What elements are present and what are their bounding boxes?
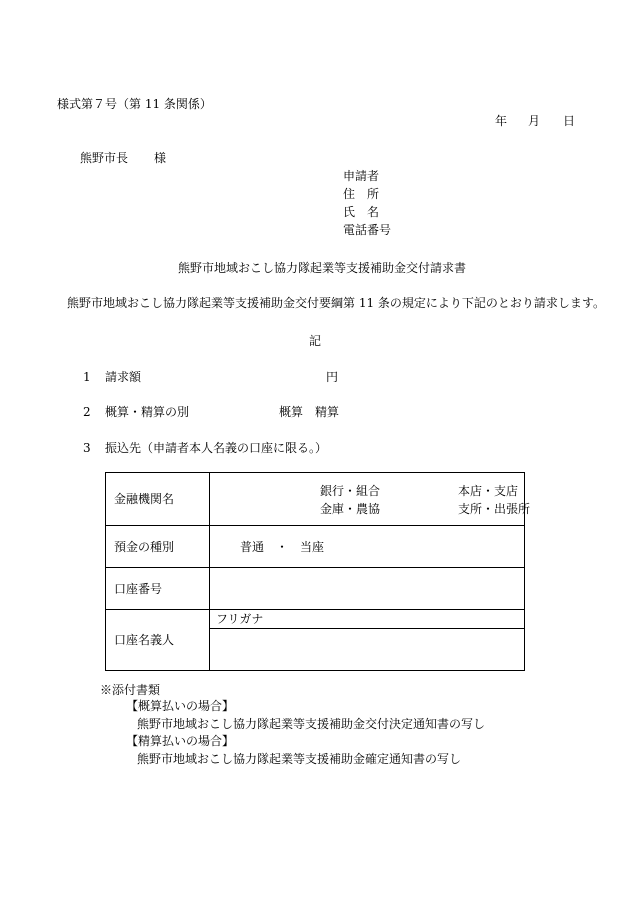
item-2-value: 概算 精算 bbox=[279, 405, 340, 419]
bank-union-option: 銀行・組合 bbox=[320, 484, 381, 498]
item-1-value: 円 bbox=[326, 370, 339, 384]
date-month: 月 bbox=[528, 114, 541, 128]
ki-marker: 記 bbox=[309, 334, 322, 348]
account-label: 口座番号 bbox=[106, 568, 210, 610]
deposit-value: 普通 ・ 当座 bbox=[240, 539, 325, 554]
deposit-label: 預金の種別 bbox=[106, 526, 210, 568]
holder-label: 口座名義人 bbox=[106, 610, 210, 671]
item-3-number: 3 bbox=[83, 441, 91, 455]
item-2-label: 概算・精算の別 bbox=[105, 405, 190, 419]
account-cell bbox=[210, 568, 525, 610]
attachments-heading: ※添付書類 bbox=[100, 683, 161, 697]
item-1-label: 請求額 bbox=[105, 370, 142, 384]
applicant-phone-label: 電話番号 bbox=[343, 223, 392, 237]
document-title: 熊野市地域おこし協力隊起業等支援補助金交付請求書 bbox=[178, 261, 467, 275]
deposit-cell bbox=[210, 526, 525, 568]
attachment-2-doc: 熊野市地域おこし協力隊起業等支援補助金確定通知書の写し bbox=[137, 752, 462, 766]
addressee: 熊野市長 bbox=[80, 151, 129, 165]
institution-label: 金融機関名 bbox=[106, 473, 210, 526]
applicant-address-label: 住 所 bbox=[343, 187, 380, 201]
furigana-label: フリガナ bbox=[216, 612, 264, 626]
form-number: 様式第７号（第 11 条関係） bbox=[57, 97, 212, 111]
office-option: 支所・出張所 bbox=[458, 502, 531, 516]
honorific: 様 bbox=[154, 151, 167, 165]
head-branch-option: 本店・支店 bbox=[458, 484, 519, 498]
applicant-heading: 申請者 bbox=[343, 169, 380, 183]
date-year: 年 bbox=[495, 114, 508, 128]
vault-agri-option: 金庫・農協 bbox=[320, 502, 381, 516]
attachment-1-doc: 熊野市地域おこし協力隊起業等支援補助金交付決定通知書の写し bbox=[137, 717, 486, 731]
attachment-2-label: 【精算払いの場合】 bbox=[126, 734, 235, 748]
holder-cell bbox=[210, 610, 525, 671]
item-2-number: 2 bbox=[83, 405, 91, 419]
item-3-label: 振込先（申請者本人名義の口座に限る。） bbox=[105, 441, 328, 455]
date-day: 日 bbox=[563, 114, 576, 128]
item-1-number: 1 bbox=[83, 370, 91, 384]
bank-table bbox=[105, 472, 531, 671]
intro-text: 熊野市地域おこし協力隊起業等支援補助金交付要綱第 11 条の規定により下記のとおり請求します。 bbox=[67, 296, 605, 310]
institution-cell bbox=[210, 473, 531, 526]
applicant-name-label: 氏 名 bbox=[343, 205, 380, 219]
attachment-1-label: 【概算払いの場合】 bbox=[126, 699, 235, 713]
